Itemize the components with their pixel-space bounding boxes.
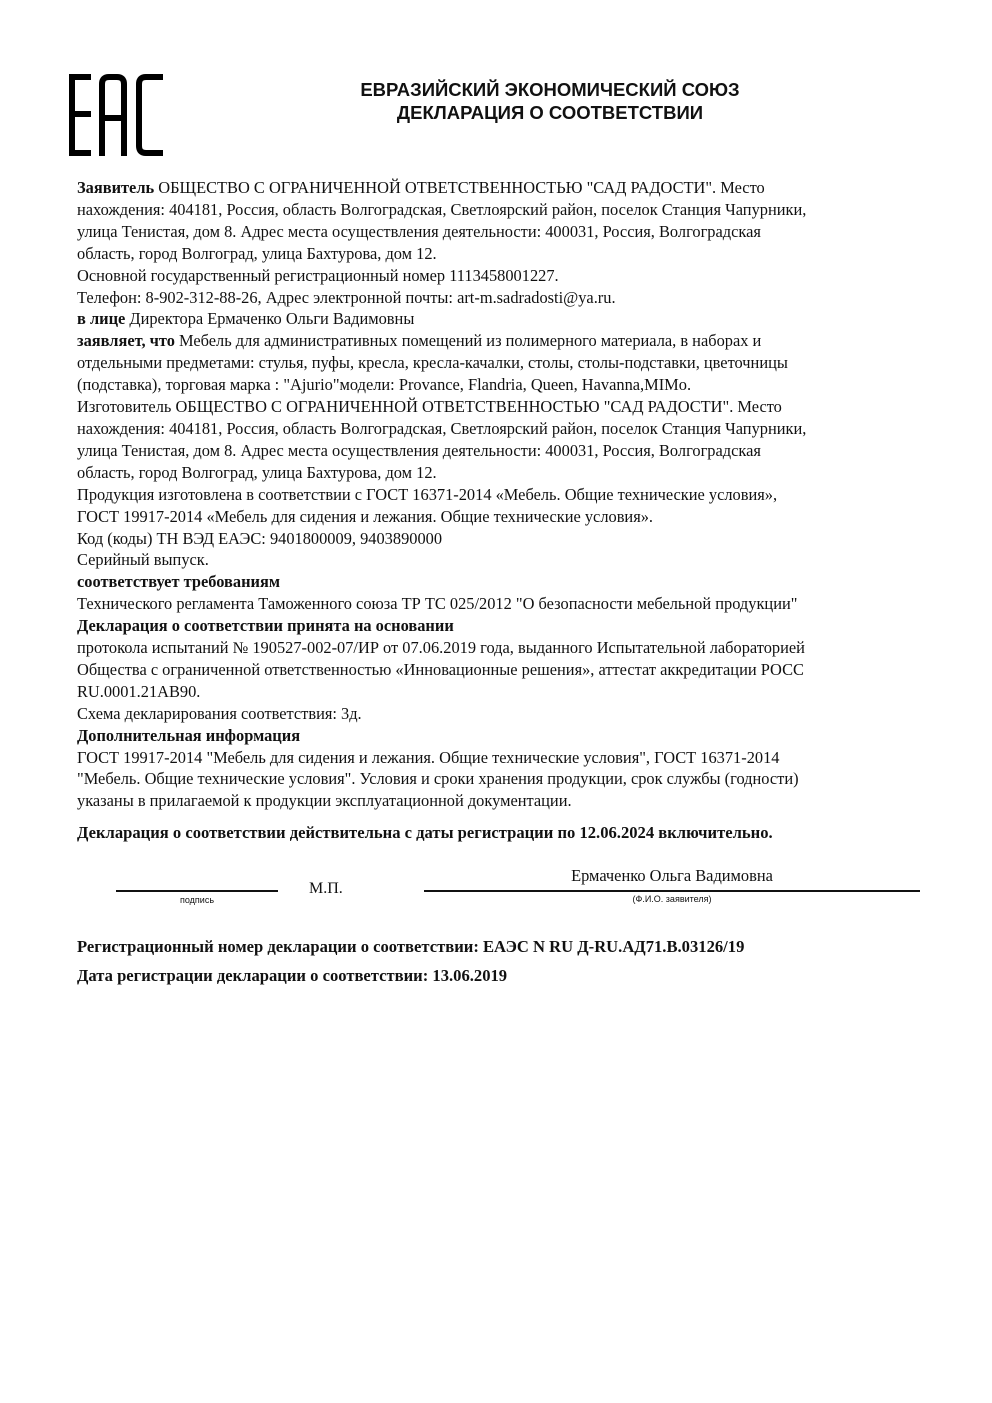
applicant-line-2: нахождения: 404181, Россия, область Волгоградская, Светлоярский район, поселок Станция Чапурники, — [77, 199, 807, 219]
manufacturer-line-4: область, город Волгоград, улица Бахтурова, дом 12. — [77, 462, 437, 482]
signature-line — [116, 890, 278, 892]
additional-line-1: ГОСТ 19917-2014 "Мебель для сидения и лежания. Общие технические условия", ГОСТ 16371-2014 — [77, 747, 780, 767]
additional-line-3: указаны в прилагаемой к продукции эксплуатационной документации. — [77, 791, 572, 811]
declares-line-1: заявляет, что Мебель для административных помещений из полимерного материала, в наборах и — [77, 331, 762, 351]
eac-logo — [66, 72, 166, 158]
declares-label: заявляет, что — [77, 331, 175, 351]
product-standard-line-2: ГОСТ 19917-2014 «Мебель для сидения и лежания. Общие технические условия». — [77, 506, 654, 526]
additional-line-2: "Мебель. Общие технические условия". Условия и сроки хранения продукции, срок службы (годности) — [77, 769, 799, 789]
applicant-ogrn: Основной государственный регистрационный номер 1113458001227. — [77, 265, 559, 285]
hs-codes: Код (коды) ТН ВЭД ЕАЭС: 9401800009, 9403890000 — [77, 528, 443, 548]
signer-name: Ермаченко Ольга Вадимовна — [571, 866, 773, 885]
signer-caption: (Ф.И.О. заявителя) — [632, 894, 712, 904]
header-declaration-title: ДЕКЛАРАЦИЯ О СООТВЕТСТВИИ — [396, 102, 704, 123]
manufacturer-line-3: улица Тенистая, дом 8. Адрес места осуществления деятельности: 400031, Россия, Волгоградская — [77, 440, 761, 460]
signer-name-line — [424, 890, 920, 892]
product-standard-line-1: Продукция изготовлена в соответствии с ГОСТ 16371-2014 «Мебель. Общие технические условия», — [77, 484, 778, 504]
additional-heading: Дополнительная информация — [77, 725, 301, 745]
requirements-heading: соответствует требованиям — [77, 572, 280, 592]
basis-line-2: Общества с ограниченной ответственностью «Инновационные решения», аттестат аккредитации РОСС — [77, 659, 804, 679]
applicant-line-1: Заявитель ОБЩЕСТВО С ОГРАНИЧЕННОЙ ОТВЕТСТВЕННОСТЬЮ "САД РАДОСТИ". Место — [77, 178, 765, 197]
declares-line-2: отдельными предметами: стулья, пуфы, кресла, кресла-качалки, столы, столы-подставки, цветочницы — [77, 353, 788, 373]
declaration-scheme: Схема декларирования соответствия: 3д. — [77, 703, 362, 723]
declares-line-3: (подставка), торговая марка : "Ajurio"модели: Provance, Flandria, Queen, Havanna,MIMo. — [77, 375, 692, 395]
applicant-contacts: Телефон: 8-902-312-88-26, Адрес электронной почты: art-m.sadradosti@ya.ru. — [77, 287, 616, 307]
serial-production: Серийный выпуск. — [77, 550, 209, 570]
applicant-line-3: улица Тенистая, дом 8. Адрес места осуществления деятельности: 400031, Россия, Волгоградская — [77, 221, 761, 241]
requirements-text: Технического регламента Таможенного союза ТР ТС 025/2012 "О безопасности мебельной продукции" — [77, 594, 798, 614]
declaration-body — [77, 177, 927, 812]
representative-line: в лице Директора Ермаченко Ольги Вадимовны — [77, 309, 415, 329]
stamp-placeholder: М.П. — [309, 880, 343, 897]
manufacturer-line-2: нахождения: 404181, Россия, область Волгоградская, Светлоярский район, поселок Станция Чапурники, — [77, 418, 807, 438]
validity-statement: Декларация о соответствии действительна с даты регистрации по 12.06.2024 включительно. — [77, 823, 773, 842]
signature-caption: подпись — [179, 895, 215, 905]
eac-mark-icon — [66, 72, 166, 158]
manufacturer-line-1: Изготовитель ОБЩЕСТВО С ОГРАНИЧЕННОЙ ОТВЕТСТВЕННОСТЬЮ "САД РАДОСТИ". Место — [77, 397, 782, 417]
registration-number: Регистрационный номер декларации о соответствии: ЕАЭС N RU Д-RU.АД71.В.03126/19 — [77, 937, 745, 956]
basis-line-1: протокола испытаний № 190527-002-07/ИР от 07.06.2019 года, выданного Испытательной лабораторией — [77, 638, 805, 658]
basis-line-3: RU.0001.21AB90. — [77, 681, 201, 701]
applicant-label: Заявитель — [77, 178, 155, 197]
registration-date: Дата регистрации декларации о соответствии: 13.06.2019 — [77, 966, 508, 985]
header-union-title: ЕВРАЗИЙСКИЙ ЭКОНОМИЧЕСКИЙ СОЮЗ — [360, 79, 740, 100]
document-header — [290, 78, 810, 124]
representative-label: в лице — [77, 309, 126, 329]
applicant-line-4: область, город Волгоград, улица Бахтурова, дом 12. — [77, 243, 437, 263]
basis-heading: Декларация о соответствии принята на основании — [77, 616, 454, 636]
